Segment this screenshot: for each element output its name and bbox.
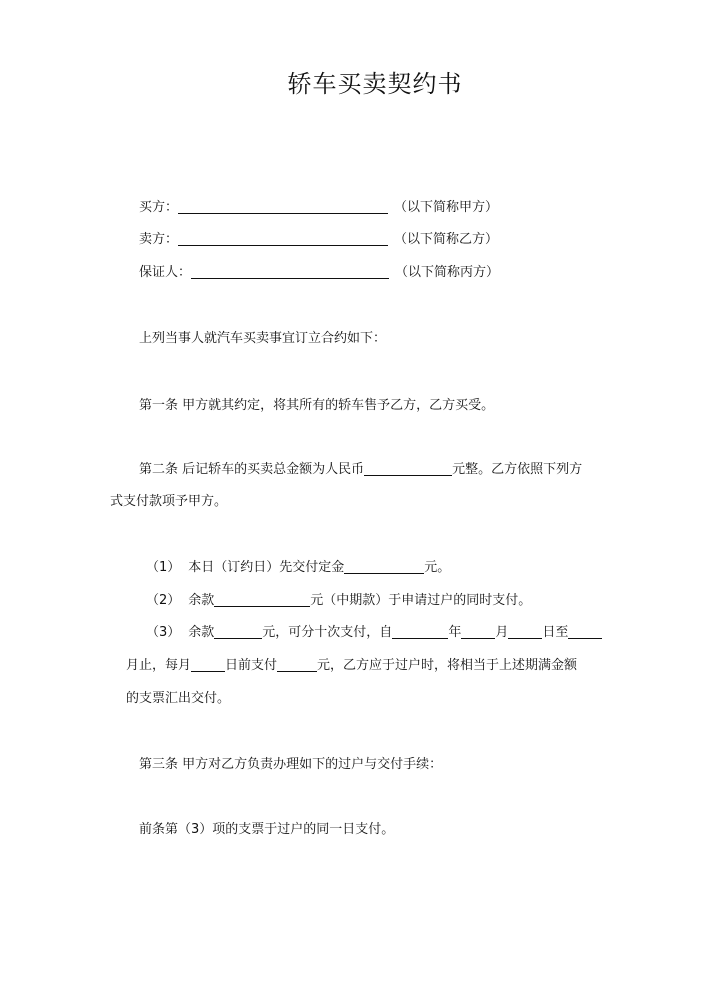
seller-blank[interactable] — [178, 231, 388, 246]
monthly-day-blank[interactable] — [191, 657, 225, 672]
item-2-text-b: 元（中期款）于申请过户的同时支付。 — [310, 593, 532, 608]
item-3-day-to: 日至 — [542, 625, 569, 640]
guarantor-blank[interactable] — [191, 264, 389, 279]
total-amount-blank[interactable] — [364, 461, 452, 476]
start-year-blank[interactable] — [392, 624, 448, 639]
article-2-text-a: 第二条 后记轿车的买卖总金额为人民币 — [139, 462, 365, 477]
article-2-text-b: 元整。乙方依照下列方 — [452, 462, 583, 477]
buyer-blank[interactable] — [178, 199, 388, 214]
deposit-blank[interactable] — [344, 559, 424, 574]
start-day-blank[interactable] — [508, 624, 542, 639]
monthly-amount-blank[interactable] — [277, 657, 317, 672]
item-1-text-b: 元。 — [424, 560, 451, 575]
item-2-line — [146, 592, 531, 610]
document-title: 轿车买卖契约书 — [287, 70, 463, 98]
buyer-line — [139, 199, 498, 217]
item-2-text-a: 余款 — [188, 593, 215, 608]
item-1-line — [146, 559, 450, 577]
item-1-number: （1） — [146, 560, 181, 575]
item-3-l2-c: 元，乙方应于过户时，将相当于上述期满金额 — [317, 658, 578, 673]
item-3-line-1 — [146, 624, 602, 642]
item-3-number: （3） — [146, 625, 181, 640]
guarantor-label: 保证人： — [139, 265, 192, 280]
item-3-line-3: 的支票汇出交付。 — [126, 691, 231, 706]
item-1-text-a: 本日（订约日）先交付定金 — [188, 560, 345, 575]
seller-label: 卖方： — [139, 232, 179, 247]
article-3: 第三条 甲方对乙方负责办理如下的过户与交付手续： — [139, 757, 443, 772]
item-3-text-a: 余款 — [188, 625, 215, 640]
item-2-number: （2） — [146, 593, 181, 608]
guarantor-line — [139, 264, 499, 282]
mid-payment-blank[interactable] — [214, 592, 310, 607]
article-1: 第一条 甲方就其约定，将其所有的轿车售予乙方，乙方买受。 — [139, 398, 495, 413]
guarantor-note: （以下简称丙方） — [395, 265, 500, 280]
item-3-text-b: 元，可分十次支付，自 — [262, 625, 393, 640]
seller-line — [139, 231, 498, 249]
item-3-line-2 — [126, 657, 577, 675]
closing-clause: 前条第（3）项的支票于过户的同一日支付。 — [139, 822, 395, 837]
intro-paragraph: 上列当事人就汽车买卖事宜订立合约如下： — [139, 331, 387, 346]
item-3-month: 月 — [495, 625, 509, 640]
article-2-line-1 — [139, 461, 582, 479]
end-blank[interactable] — [568, 624, 602, 639]
article-2-line-2: 式支付款项予甲方。 — [110, 494, 228, 509]
item-3-year: 年 — [448, 625, 462, 640]
seller-note: （以下简称乙方） — [394, 232, 499, 247]
buyer-note: （以下简称甲方） — [394, 200, 499, 215]
start-month-blank[interactable] — [461, 624, 495, 639]
buyer-label: 买方： — [139, 200, 179, 215]
balance-blank[interactable] — [214, 624, 262, 639]
item-3-l2-b: 日前支付 — [225, 658, 278, 673]
item-3-l2-a: 月止，每月 — [126, 658, 192, 673]
